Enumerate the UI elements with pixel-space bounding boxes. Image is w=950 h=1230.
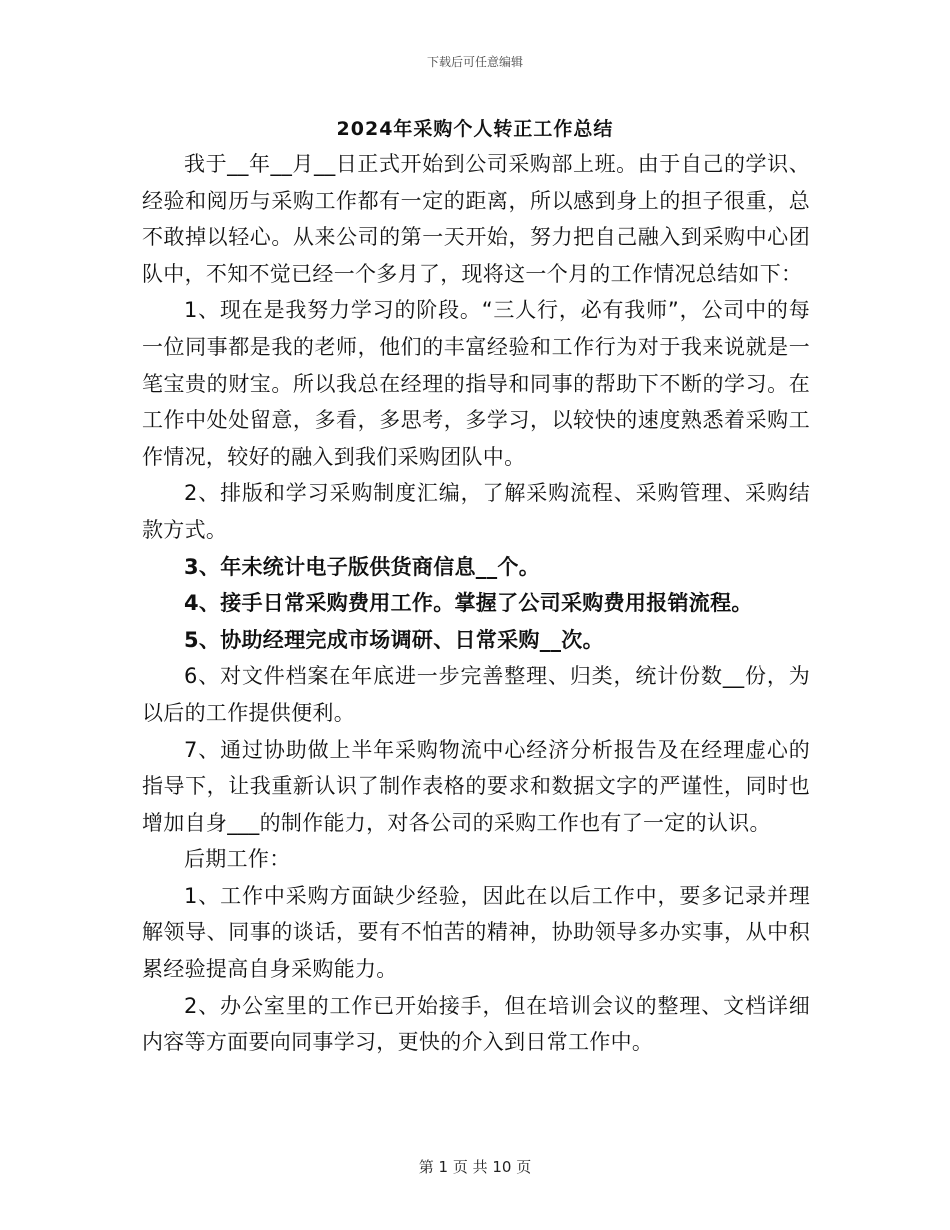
paragraph: 我于__年__月__日正式开始到公司采购部上班。由于自己的学识、经验和阅历与采购工作都有一定的距离，所以感到身上的担子很重，总不敢掉以轻心。从来公司的第一天开始，努力把自己融入到采购中心团队中，不知不觉已经一个多月了，现将这一个月的工作情况总结如下： <box>142 152 810 286</box>
paragraph: 1、现在是我努力学习的阶段。“三人行，必有我师”，公司中的每一位同事都是我的老师，他们的丰富经验和工作行为对于我来说就是一笔宝贵的财宝。所以我总在经理的指导和同事的帮助下不断的学习。在工作中处处留意，多看，多思考，多学习，以较快的速度熟悉着采购工作情况，较好的融入到我们采购团队中。 <box>142 298 810 469</box>
paragraph: 5、协助经理完成市场调研、日常采购__次。 <box>184 627 604 652</box>
paragraph: 7、通过协助做上半年采购物流中心经济分析报告及在经理虚心的指导下，让我重新认识了制作表格的要求和数据文字的严谨性，同时也增加自身___的制作能力，对各公司的采购工作也有了一定的认识。 <box>142 737 810 835</box>
paragraph: 2、办公室里的工作已开始接手，但在培训会议的整理、文档详细内容等方面要向同事学习，更快的介入到日常工作中。 <box>142 993 810 1055</box>
paragraph: 6、对文件档案在年底进一步完善整理、归类，统计份数__份，为以后的工作提供便利。 <box>142 664 810 725</box>
document-title: 2024年采购个人转正工作总结 <box>336 118 614 140</box>
paragraph: 3、年未统计电子版供货商信息__个。 <box>184 554 541 579</box>
paragraph: 1、工作中采购方面缺少经验，因此在以后工作中，要多记录并理解领导、同事的谈话，要有不怕苦的精神，协助领导多办实事，从中积累经验提高自身采购能力。 <box>142 883 810 982</box>
paragraph: 4、接手日常采购费用工作。掌握了公司采购费用报销流程。 <box>184 591 753 616</box>
page-header-note: 下载后可任意编辑 <box>426 55 523 69</box>
page-number: 第 1 页 共 10 页 <box>418 1158 532 1176</box>
section-heading-later-work: 后期工作： <box>184 847 291 872</box>
document-body <box>142 146 810 1061</box>
paragraph: 2、排版和学习采购制度汇编，了解采购流程、采购管理、采购结款方式。 <box>142 481 810 542</box>
